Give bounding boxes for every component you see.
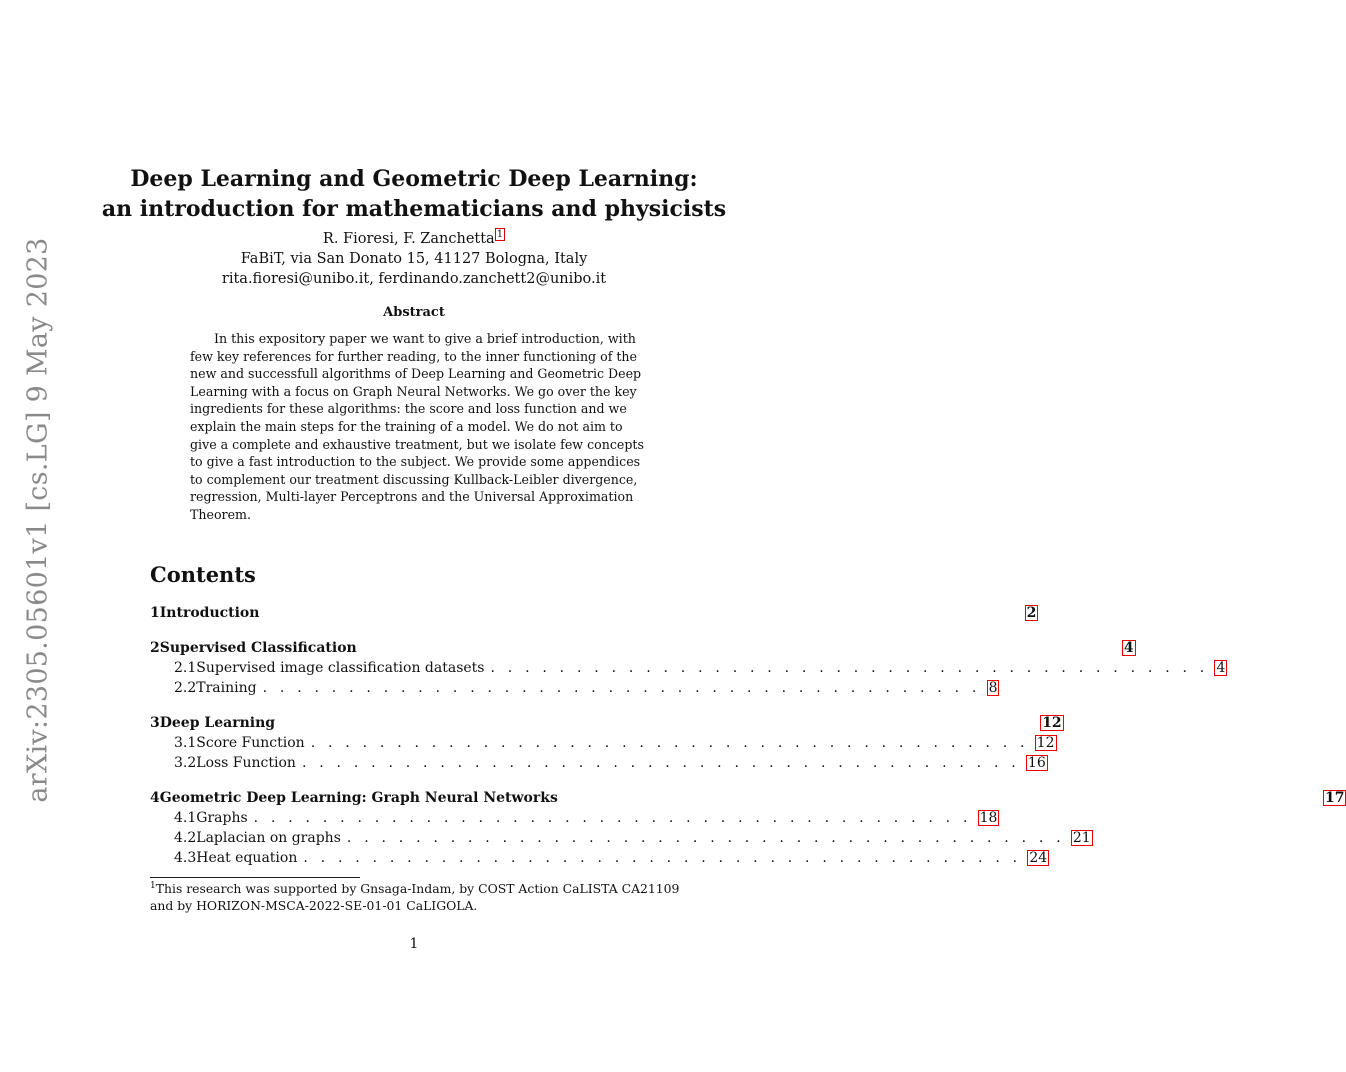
toc-leader: . . . . . . . . . . . . . . . . . . . . . . . . . . . . . . . . . . . . . . . . . . — [310, 735, 1029, 751]
toc-leader: . . . . . . . . . . . . . . . . . . . . . . . . . . . . . . . . . . . . . . . . . . — [303, 850, 1022, 866]
footnote-divider — [150, 877, 360, 878]
emails: rita.fioresi@unibo.it, ferdinando.zanchett2@unibo.it — [221, 271, 607, 287]
abstract-line: to complement our treatment discussing Kullback-Leibler divergence, — [190, 471, 638, 487]
toc-subentry[interactable] — [150, 808, 998, 828]
abstract-line: give a complete and exhaustive treatment, but we isolate few concepts — [190, 436, 644, 452]
abstract-line: Theorem. — [190, 506, 251, 522]
toc-subentry[interactable] — [150, 733, 1055, 753]
toc-entry[interactable] — [150, 638, 1134, 658]
toc-label: Supervised image classification datasets — [196, 660, 485, 676]
paper-title — [100, 164, 728, 224]
toc-leader: . . . . . . . . . . . . . . . . . . . . . . . . . . . . . . . . . . . . . . . . . . — [253, 810, 972, 826]
toc-number: 3.2 — [174, 755, 197, 771]
title-line-1: Deep Learning and Geometric Deep Learning: — [130, 166, 698, 192]
toc-number: 4.1 — [174, 810, 197, 826]
toc-page-link[interactable]: 2 — [1026, 605, 1037, 621]
page-number: 1 — [409, 936, 419, 952]
toc-number: 3 — [150, 715, 160, 731]
footnote-line-2: and by HORIZON-MSCA-2022-SE-01-01 CaLIGOLA. — [150, 898, 478, 913]
abstract-line: new and successfull algorithms of Deep Learning and Geometric Deep — [190, 366, 642, 382]
table-of-contents — [150, 603, 1345, 883]
toc-number: 4 — [150, 790, 160, 806]
toc-label: Introduction — [159, 605, 260, 621]
arxiv-sidebar — [20, 237, 56, 803]
footnote-text-1: This research was supported by Gnsaga-Indam, by COST Action CaLISTA CA21109 — [155, 881, 680, 896]
toc-section — [150, 788, 1345, 868]
footnote-line-1 — [150, 880, 678, 897]
toc-page-link[interactable]: 4 — [1216, 660, 1226, 676]
toc-label: Geometric Deep Learning: Graph Neural Networks — [159, 790, 558, 806]
arxiv-identifier: arXiv:2305.05601v1 [cs.LG] 9 May 2023 — [22, 237, 54, 803]
toc-page-link[interactable]: 16 — [1027, 755, 1046, 771]
abstract-line: In this expository paper we want to give a brief introduction, with — [214, 331, 636, 346]
author-names: R. Fioresi, F. Zanchetta — [322, 231, 495, 247]
abstract-line: ingredients for these algorithms: the score and loss function and we — [190, 401, 627, 417]
abstract-line: explain the main steps for the training of a model. We do not aim to — [190, 418, 623, 434]
toc-number: 2 — [150, 640, 160, 656]
toc-number: 3.1 — [174, 735, 197, 751]
toc-subentry[interactable] — [150, 753, 1046, 773]
toc-label: Graphs — [196, 810, 248, 826]
abstract-body — [190, 330, 644, 524]
toc-subentry[interactable] — [150, 828, 1091, 848]
affiliation: FaBiT, via San Donato 15, 41127 Bologna, Italy — [240, 251, 588, 267]
footnote — [150, 880, 678, 914]
toc-page-link[interactable]: 18 — [979, 810, 998, 826]
toc-label: Deep Learning — [159, 715, 276, 731]
toc-number: 4.3 — [174, 850, 197, 866]
abstract-line: to give a fast introduction to the subject. We provide some appendices — [190, 454, 641, 470]
toc-subentry[interactable] — [150, 678, 998, 698]
toc-number: 2.1 — [174, 660, 197, 676]
toc-section — [150, 638, 1226, 698]
toc-entry[interactable] — [150, 603, 1037, 623]
toc-label: Training — [196, 680, 257, 696]
toc-subentry[interactable] — [150, 658, 1226, 678]
toc-page-link[interactable]: 21 — [1072, 830, 1091, 846]
toc-section — [150, 603, 1037, 623]
toc-entry[interactable] — [150, 788, 1345, 808]
footnote-link[interactable]: 1 — [496, 229, 504, 241]
footnote-mark: 1 — [150, 880, 156, 891]
toc-number: 1 — [150, 605, 160, 621]
contents-heading: Contents — [150, 562, 256, 587]
toc-leader: . . . . . . . . . . . . . . . . . . . . . . . . . . . . . . . . . . . . . . . . . . — [301, 755, 1020, 771]
toc-label: Laplacian on graphs — [196, 830, 341, 846]
toc-leader: . . . . . . . . . . . . . . . . . . . . . . . . . . . . . . . . . . . . . . . . . . — [490, 660, 1209, 676]
toc-label: Supervised Classification — [159, 640, 357, 656]
toc-page-link[interactable]: 12 — [1042, 715, 1062, 731]
title-line-2: an introduction for mathematicians and physicists — [101, 196, 727, 222]
abstract-line: regression, Multi-layer Perceptrons and the Universal Approximation — [190, 489, 634, 505]
toc-subentry[interactable] — [150, 848, 1048, 868]
toc-label: Loss Function — [196, 755, 296, 771]
toc-page-link[interactable]: 17 — [1325, 790, 1345, 806]
author-names-line — [100, 229, 728, 249]
toc-page-link[interactable]: 8 — [988, 680, 998, 696]
author-block — [100, 229, 728, 289]
toc-label: Score Function — [196, 735, 305, 751]
toc-page-link[interactable]: 12 — [1036, 735, 1055, 751]
abstract-line: Learning with a focus on Graph Neural Networks. We go over the key — [190, 383, 637, 399]
abstract-line: few key references for further reading, to the inner functioning of the — [190, 348, 637, 364]
toc-leader: . . . . . . . . . . . . . . . . . . . . . . . . . . . . . . . . . . . . . . . . . . — [346, 830, 1065, 846]
toc-page-link[interactable]: 24 — [1029, 850, 1048, 866]
toc-section — [150, 713, 1062, 773]
toc-number: 4.2 — [174, 830, 197, 846]
toc-leader: . . . . . . . . . . . . . . . . . . . . . . . . . . . . . . . . . . . . . . . . . . — [262, 680, 981, 696]
toc-entry[interactable] — [150, 713, 1062, 733]
abstract-heading: Abstract — [383, 305, 445, 320]
toc-page-link[interactable]: 4 — [1123, 640, 1134, 656]
toc-number: 2.2 — [174, 680, 197, 696]
toc-label: Heat equation — [196, 850, 298, 866]
